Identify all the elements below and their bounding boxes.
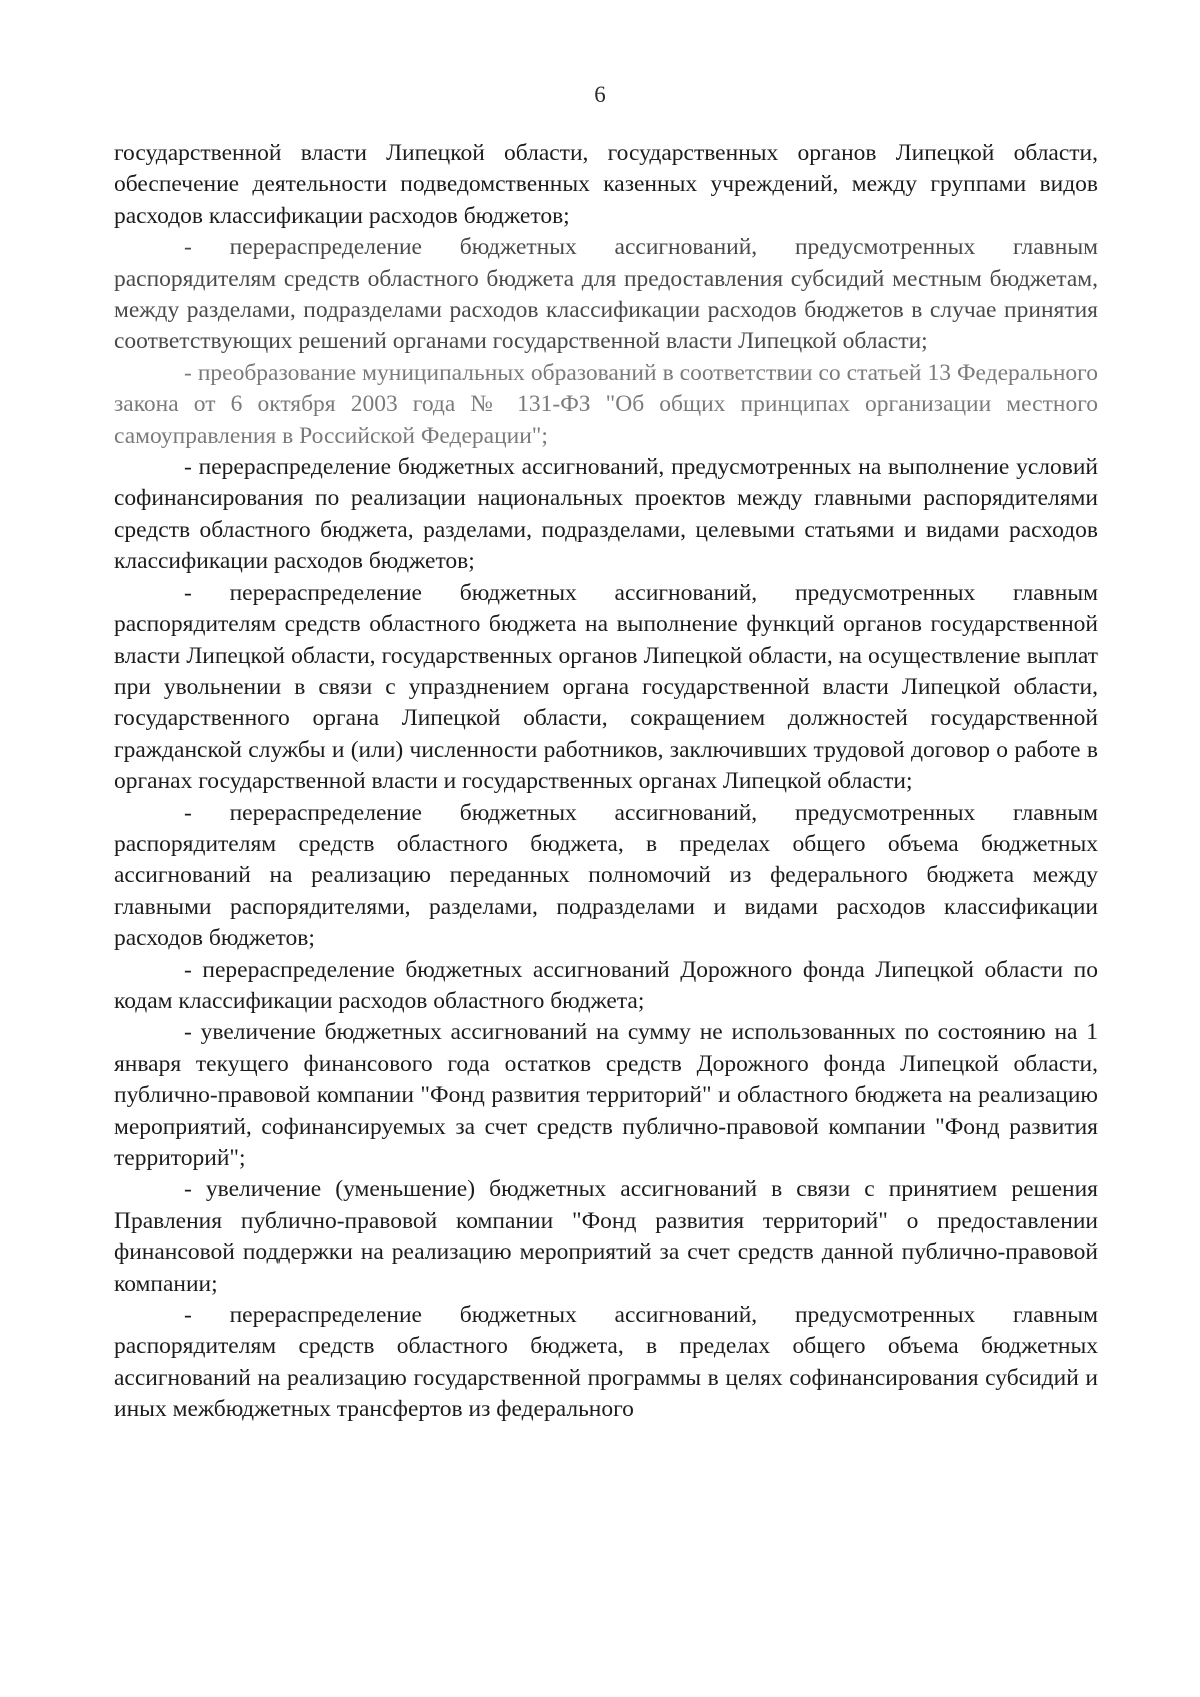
paragraph-government-functions: - перераспределение бюджетных ассигнований, предусмотренных главным распорядителям средств областного бюджета на выполнение функций органов государственной власти Липецкой области, государственных органов Липецкой области, на осуществление выплат при увольнении в связи с упразднением органа государственной власти Липецкой области, государственного органа Липецкой области, сокращением должностей государственной гражданской службы и (или) численности работников, заключивших трудовой договор о работе в органах государственной власти и государственных органах Липецкой области; [114, 579, 1098, 795]
document-body [114, 138, 1098, 1426]
paragraph-municipal-transformation: - преобразование муниципальных образований в соответствии со статьей 13 Федерального закона от 6 октября 2003 года № 131-ФЗ "Об общих принципах организации местного самоуправления в Российской Федерации"; [114, 359, 1098, 449]
paragraph-unused-balances: - увеличение бюджетных ассигнований на сумму не использованных по состоянию на 1 января текущего финансового года остатков средств Дорожного фонда Липецкой области, публично-правовой компании "Фонд развития территорий" и областного бюджета на реализацию мероприятий, софинансируемых за счет средств публично-правовой компании "Фонд развития территорий"; [114, 1019, 1098, 1171]
page-number: 6 [594, 82, 606, 107]
paragraph-delegated-powers: - перераспределение бюджетных ассигнований, предусмотренных главным распорядителям средств областного бюджета, в пределах общего объема бюджетных ассигнований на реализацию переданных полномочий из федерального бюджета между главными распорядителями, разделами, подразделами и видами расходов классификации расходов бюджетов; [114, 799, 1098, 952]
paragraph-development-fund-decision: - увеличение (уменьшение) бюджетных ассигнований в связи с принятием решения Правления публично-правовой компании "Фонд развития территорий" о предоставлении финансовой поддержки на реализацию мероприятий за счет средств данной публично-правовой компании; [114, 1176, 1098, 1297]
paragraph-continuation: государственной власти Липецкой области, государственных органов Липецкой области, обеспечение деятельности подведомственных казенных учреждений, между группами видов расходов классификации расходов бюджетов; [114, 140, 1098, 229]
paragraph-subsidies-local-budgets: - перераспределение бюджетных ассигнований, предусмотренных главным распорядителям средств областного бюджета для предоставления субсидий местным бюджетам, между разделами, подразделами расходов классификации расходов бюджетов в случае принятия соответствующих решений органами государственной власти Липецкой области; [114, 234, 1098, 355]
paragraph-state-program: - перераспределение бюджетных ассигнований, предусмотренных главным распорядителям средств областного бюджета, в пределах общего объема бюджетных ассигнований на реализацию государственной программы в целях софинансирования субсидий и иных межбюджетных трансфертов из федерального [114, 1302, 1098, 1423]
paragraph-road-fund: - перераспределение бюджетных ассигнований Дорожного фонда Липецкой области по кодам классификации расходов областного бюджета; [114, 956, 1098, 1014]
paragraph-national-projects: - перераспределение бюджетных ассигнований, предусмотренных на выполнение условий софинансирования по реализации национальных проектов между главными распорядителями средств областного бюджета, разделами, подразделами, целевыми статьями и видами расходов классификации расходов бюджетов; [114, 454, 1098, 575]
